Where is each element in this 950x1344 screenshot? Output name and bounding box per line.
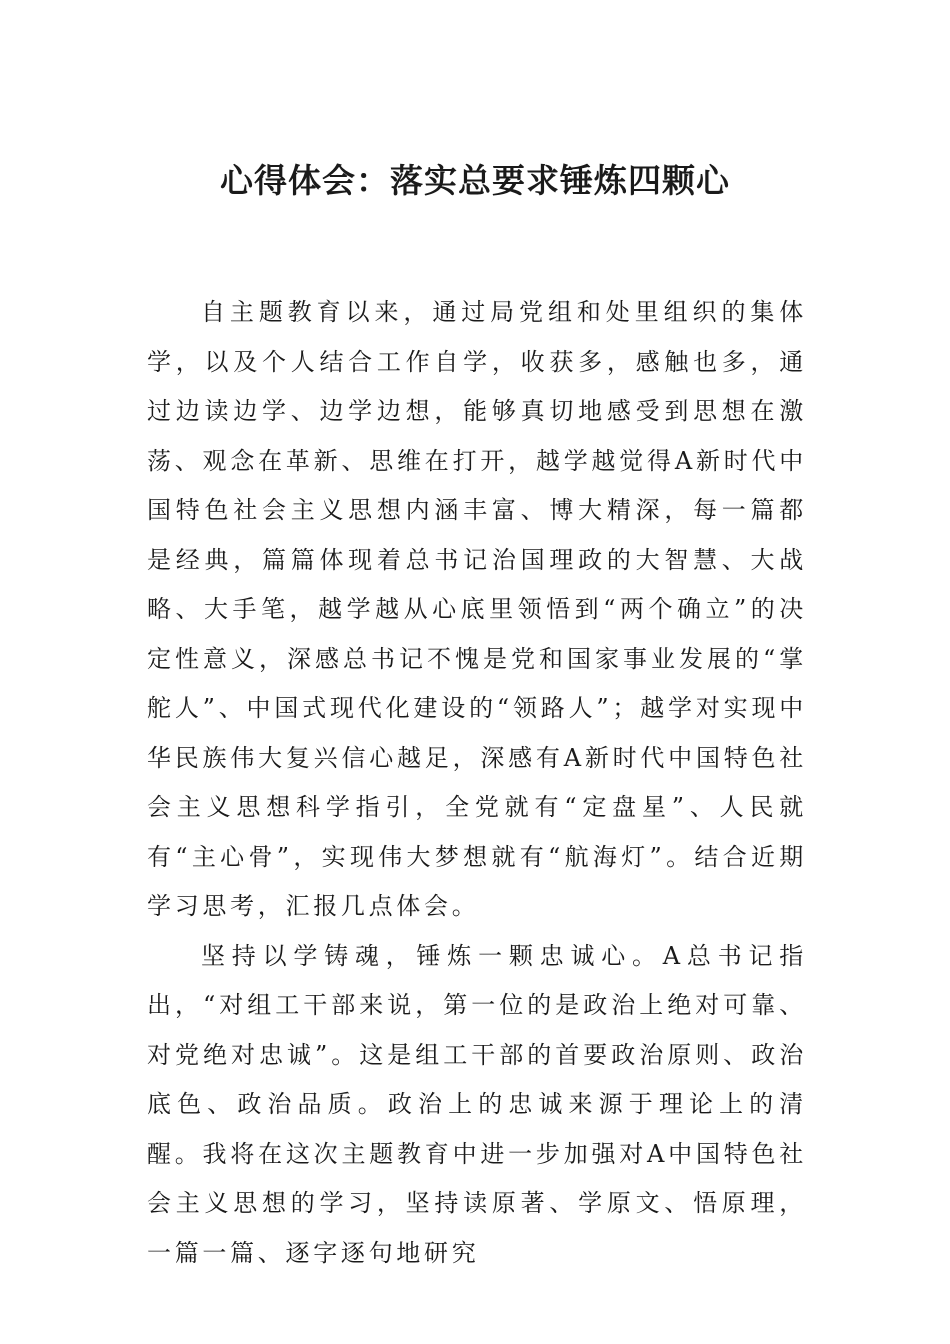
document-body [147,288,807,1278]
paragraph-loyalty: 坚持以学铸魂，锤炼一颗忠诚心。A总书记指出，“对组工干部来说，第一位的是政治上绝对可靠、对党绝对忠诚”。这是组工干部的首要政治原则、政治底色、政治品质。政治上的忠诚来源于理论上的清醒。我将在这次主题教育中进一步加强对A中国特色社会主义思想的学习，坚持读原著、学原文、悟原理，一篇一篇、逐字逐句地研究 [147,941,807,1267]
paragraph-intro: 自主题教育以来，通过局党组和处里组织的集体学，以及个人结合工作自学，收获多，感触也多，通过边读边学、边学边想，能够真切地感受到思想在激荡、观念在革新、思维在打开，越学越觉得A新时代中国特色社会主义思想内涵丰富、博大精深，每一篇都是经典，篇篇体现着总书记治国理政的大智慧、大战略、大手笔，越学越从心底里领悟到“两个确立”的决定性意义，深感总书记不愧是党和国家事业发展的“掌舵人”、中国式现代化建设的“领路人”；越学对实现中华民族伟大复兴信心越足，深感有A新时代中国特色社会主义思想科学指引，全党就有“定盘星”、人民就有“主心骨”，实现伟大梦想就有“航海灯”。结合近期学习思考，汇报几点体会。 [147,298,807,920]
document-title: 心得体会：落实总要求锤炼四颗心 [220,161,730,200]
